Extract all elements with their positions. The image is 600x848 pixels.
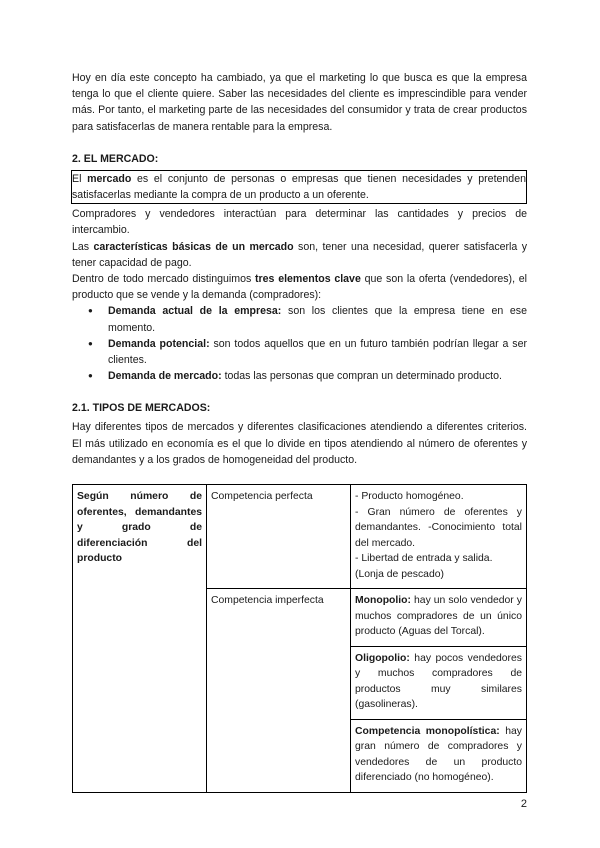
page-number: 2	[520, 798, 527, 810]
section-heading-tipos: 2.1. TIPOS DE MERCADOS:	[72, 402, 211, 415]
table-row	[73, 485, 527, 589]
monopolistica-cell: Competencia monopolística: hay gran número de compradores y vendedores de un producto diferenciado (no homogéneo).	[351, 719, 527, 792]
term-mercado: mercado	[87, 172, 132, 185]
list-item: ● Demanda potencial: son todos aquellos que en un futuro también podrían llegar a ser clientes.	[108, 336, 527, 368]
list-item: ● Demanda de mercado: todas las personas que compran un determinado producto.	[108, 368, 527, 384]
section-heading-mercado: 2. EL MERCADO:	[72, 152, 159, 165]
perfecta-label-cell: Competencia perfecta	[207, 485, 351, 589]
oligopolio-cell: Oligopolio: hay pocos vendedores y muchos compradores de productos muy similares (gasolineras).	[351, 646, 527, 719]
market-types-table	[72, 484, 527, 793]
intro-paragraph: Hoy en día este concepto ha cambiado, ya que el marketing lo que busca es que la empresa tenga lo que el cliente quiere. Saber las necesidades del cliente es imprescindible para vender más. Por tanto, el marketing parte de las necesidades del consumidor y trata de crear productos para satisfacerlas de manera rentable para la empresa.	[72, 72, 527, 133]
monopolio-cell: Monopolio: hay un solo vendedor y muchos compradores de un único producto (Aguas del Torcal).	[351, 589, 527, 647]
demand-bullet-list	[72, 303, 527, 384]
paragraph-caracteristicas: Las características básicas de un mercado son, tener una necesidad, querer satisfacerla y tener capacidad de pago.	[72, 240, 527, 269]
imperfecta-label-cell: Competencia imperfecta	[207, 589, 351, 793]
list-item: ● Demanda actual de la empresa: son los clientes que la empresa tiene en ese momento.	[108, 303, 527, 335]
market-definition-box: El mercado es el conjunto de personas o empresas que tienen necesidades y pretenden satisfacerlas mediante la compra de un producto a un oferente.	[71, 170, 527, 204]
paragraph-tipos: Hay diferentes tipos de mercados y diferentes clasificaciones atendiendo a diferentes criterios. El más utilizado en economía es el que lo divide en tipos atendiendo al número de oferentes y demandantes y a los grados de homogeneidad del producto.	[72, 421, 527, 466]
paragraph-elementos: Dentro de todo mercado distinguimos tres elementos clave que son la oferta (vendedores), el producto que se vende y la demanda (compradores):	[72, 273, 528, 302]
document-page	[72, 70, 527, 793]
paragraph-interaction: Compradores y vendedores interactúan para determinar las cantidades y precios de intercambio.	[72, 208, 527, 237]
classification-criteria-cell: Según número de oferentes, demandantes y grado de diferenciación del producto	[73, 485, 207, 793]
perfecta-features-cell: - Producto homogéneo. - Gran número de oferentes y demandantes. -Conocimiento total del mercado. - Libertad de entrada y salida. (Lonja de pescado)	[351, 485, 527, 589]
